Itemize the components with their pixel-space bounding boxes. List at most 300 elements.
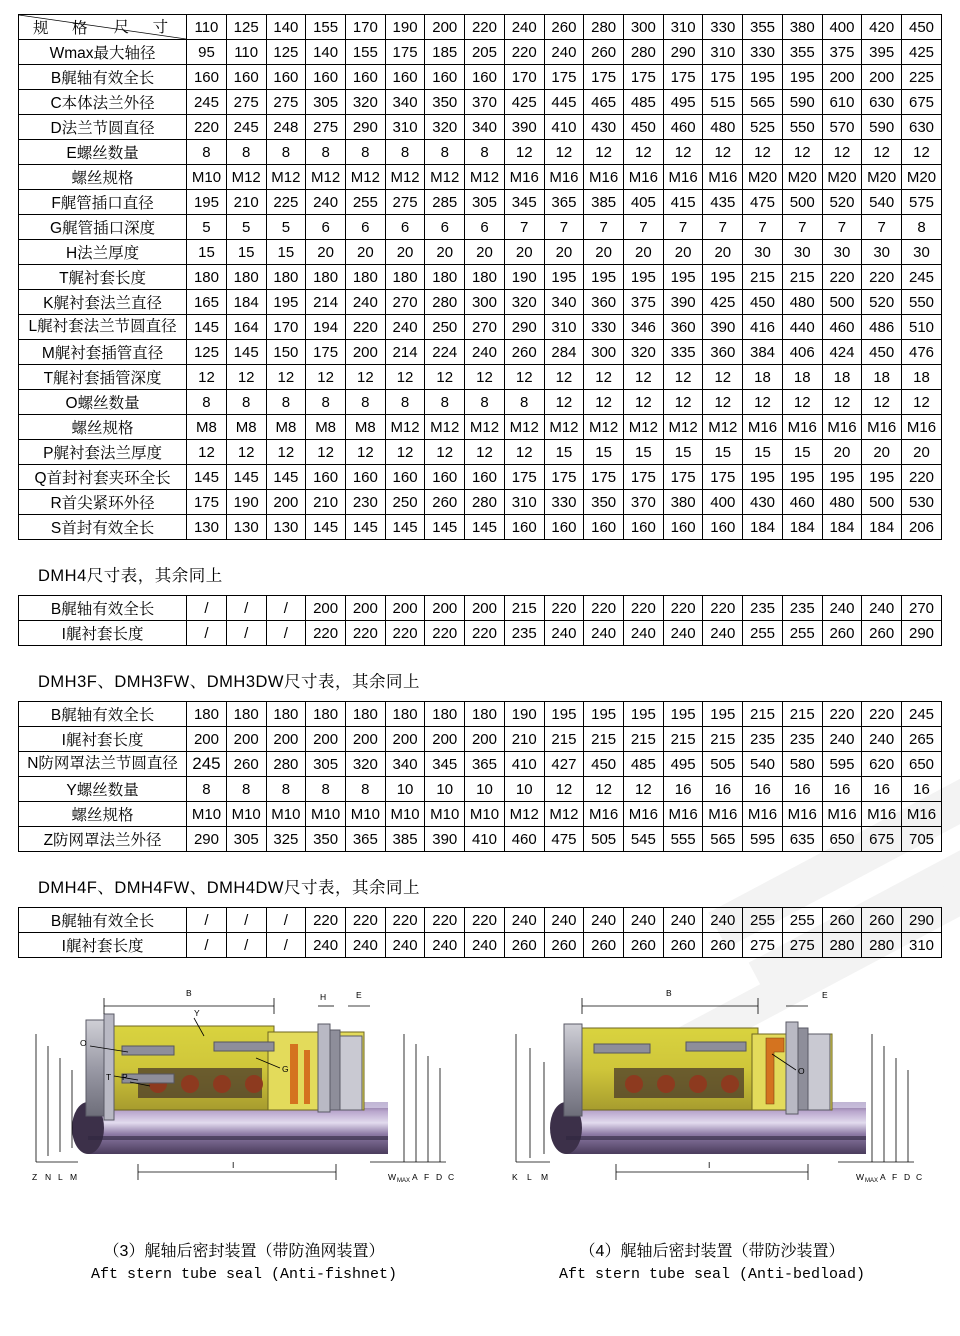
table-cell: M16 bbox=[822, 802, 862, 827]
table-cell: 215 bbox=[624, 727, 664, 752]
table-row bbox=[19, 240, 942, 265]
table-cell: 240 bbox=[345, 933, 385, 958]
callout-B: B bbox=[666, 988, 672, 998]
table-cell: 590 bbox=[862, 115, 902, 140]
table-cell: 320 bbox=[345, 752, 385, 777]
table-cell: 340 bbox=[465, 115, 505, 140]
table-cell: 175 bbox=[544, 65, 584, 90]
table-cell: 145 bbox=[226, 465, 266, 490]
table-cell: 7 bbox=[743, 215, 783, 240]
callout-C: C bbox=[916, 1172, 923, 1182]
table-cell: 360 bbox=[584, 290, 624, 315]
table-cell: 220 bbox=[902, 465, 942, 490]
table-cell: 175 bbox=[504, 465, 544, 490]
table-cell: M12 bbox=[663, 415, 703, 440]
table-cell: 235 bbox=[743, 596, 783, 621]
table-cell: 8 bbox=[504, 390, 544, 415]
table-cell: 12 bbox=[703, 365, 743, 390]
table-header-row bbox=[19, 15, 942, 40]
table-cell: 175 bbox=[624, 65, 664, 90]
table-cell: 255 bbox=[345, 190, 385, 215]
table-cell: 415 bbox=[663, 190, 703, 215]
table-cell: 370 bbox=[624, 490, 664, 515]
table-cell: 220 bbox=[385, 621, 425, 646]
table-cell: 20 bbox=[663, 240, 703, 265]
table-cell: 175 bbox=[306, 340, 346, 365]
table-cell: 240 bbox=[465, 933, 505, 958]
table-cell: 12 bbox=[226, 440, 266, 465]
table-cell: 350 bbox=[306, 827, 346, 852]
row-label: 螺丝规格 bbox=[19, 415, 187, 440]
table-cell: 194 bbox=[306, 315, 346, 340]
table-cell: 175 bbox=[703, 465, 743, 490]
table-cell: 160 bbox=[465, 465, 505, 490]
table-cell: M16 bbox=[743, 415, 783, 440]
table-cell: 12 bbox=[624, 390, 664, 415]
callout-D: D bbox=[436, 1172, 443, 1182]
table-cell: 240 bbox=[624, 908, 664, 933]
table-cell: 195 bbox=[584, 702, 624, 727]
table-cell: 215 bbox=[782, 265, 822, 290]
table-row bbox=[19, 65, 942, 90]
table-cell: 346 bbox=[624, 315, 664, 340]
table-cell: 335 bbox=[663, 340, 703, 365]
table-cell: 220 bbox=[385, 908, 425, 933]
table-cell: 12 bbox=[187, 365, 227, 390]
table-cell: 175 bbox=[544, 465, 584, 490]
table-cell: 384 bbox=[743, 340, 783, 365]
table-cell: 175 bbox=[385, 40, 425, 65]
row-label: B艉轴有效全长 bbox=[19, 596, 187, 621]
size-header-16: 400 bbox=[822, 15, 862, 40]
table-cell: 130 bbox=[226, 515, 266, 540]
table-cell: 20 bbox=[425, 240, 465, 265]
table-cell: 350 bbox=[425, 90, 465, 115]
table-cell: 8 bbox=[266, 390, 306, 415]
table-cell: 240 bbox=[504, 908, 544, 933]
table-row bbox=[19, 752, 942, 777]
figure-left-caption-cn: （3）艉轴后密封装置（带防渔网装置） bbox=[103, 1243, 385, 1260]
callout-L: L bbox=[527, 1172, 532, 1182]
table-cell: 675 bbox=[862, 827, 902, 852]
table-cell: M10 bbox=[266, 802, 306, 827]
table-cell: 260 bbox=[663, 933, 703, 958]
table-cell: 6 bbox=[306, 215, 346, 240]
table-cell: 235 bbox=[782, 596, 822, 621]
callout-E: E bbox=[822, 990, 828, 1000]
table-cell: 145 bbox=[226, 340, 266, 365]
table-cell: 12 bbox=[584, 390, 624, 415]
table-cell: 145 bbox=[306, 515, 346, 540]
table-cell: 12 bbox=[624, 777, 664, 802]
size-header-7: 220 bbox=[465, 15, 505, 40]
table-cell: 505 bbox=[584, 827, 624, 852]
table-cell: 475 bbox=[544, 827, 584, 852]
table-cell: 180 bbox=[425, 265, 465, 290]
table-cell: 155 bbox=[345, 40, 385, 65]
table-cell: M16 bbox=[862, 802, 902, 827]
table-cell: 290 bbox=[187, 827, 227, 852]
table-cell: 200 bbox=[862, 65, 902, 90]
table-cell: 300 bbox=[465, 290, 505, 315]
table-cell: 630 bbox=[902, 115, 942, 140]
table-row bbox=[19, 727, 942, 752]
section2-table bbox=[18, 595, 942, 646]
table-cell: 20 bbox=[703, 240, 743, 265]
table-cell: 190 bbox=[504, 265, 544, 290]
table-cell: 545 bbox=[624, 827, 664, 852]
table-cell: 110 bbox=[226, 40, 266, 65]
table-cell: 12 bbox=[306, 365, 346, 390]
row-label: I艉衬套长度 bbox=[19, 933, 187, 958]
section4-table-block bbox=[18, 907, 942, 958]
table-row bbox=[19, 415, 942, 440]
table-cell: 245 bbox=[187, 90, 227, 115]
table-cell: 240 bbox=[385, 933, 425, 958]
callout-Wmax-sub: MAX bbox=[397, 1178, 411, 1184]
table-cell: 8 bbox=[345, 140, 385, 165]
table-cell: 175 bbox=[663, 65, 703, 90]
table-cell: M12 bbox=[544, 802, 584, 827]
table-cell: M12 bbox=[584, 415, 624, 440]
table-cell: 12 bbox=[862, 390, 902, 415]
table-cell: 200 bbox=[345, 596, 385, 621]
table-cell: 240 bbox=[703, 621, 743, 646]
table-cell: 320 bbox=[624, 340, 664, 365]
table-cell: 195 bbox=[584, 265, 624, 290]
size-header-15: 380 bbox=[782, 15, 822, 40]
row-label: M艉衬套插管直径 bbox=[19, 340, 187, 365]
row-label: P艉衬套法兰厚度 bbox=[19, 440, 187, 465]
table-cell: 6 bbox=[425, 215, 465, 240]
table-cell: 8 bbox=[187, 390, 227, 415]
table-cell: M12 bbox=[385, 165, 425, 190]
table-row bbox=[19, 165, 942, 190]
table-cell: 12 bbox=[902, 390, 942, 415]
table-cell: 12 bbox=[663, 390, 703, 415]
table-cell: 480 bbox=[822, 490, 862, 515]
table-cell: M12 bbox=[703, 415, 743, 440]
table-cell: 180 bbox=[266, 702, 306, 727]
table-cell: 160 bbox=[584, 515, 624, 540]
table-cell: 235 bbox=[743, 727, 783, 752]
table-cell: 8 bbox=[465, 390, 505, 415]
table-cell: 240 bbox=[425, 933, 465, 958]
table-cell: 565 bbox=[743, 90, 783, 115]
table-cell: 430 bbox=[743, 490, 783, 515]
table-cell: 130 bbox=[266, 515, 306, 540]
table-row bbox=[19, 440, 942, 465]
table-cell: 460 bbox=[504, 827, 544, 852]
table-cell: 320 bbox=[345, 90, 385, 115]
table-cell: 95 bbox=[187, 40, 227, 65]
table-cell: 16 bbox=[822, 777, 862, 802]
table-cell: 240 bbox=[822, 596, 862, 621]
table-cell: 20 bbox=[584, 240, 624, 265]
table-cell: 10 bbox=[425, 777, 465, 802]
table-cell: 280 bbox=[624, 40, 664, 65]
row-label: I艉衬套长度 bbox=[19, 621, 187, 646]
callout-P: P bbox=[122, 1072, 128, 1082]
callout-Wmax-sub: MAX bbox=[865, 1178, 879, 1184]
table-cell: 220 bbox=[345, 621, 385, 646]
table-cell: 300 bbox=[584, 340, 624, 365]
table-cell: 280 bbox=[465, 490, 505, 515]
table-cell: 360 bbox=[703, 340, 743, 365]
table-cell: 185 bbox=[425, 40, 465, 65]
table-cell: 224 bbox=[425, 340, 465, 365]
table-cell: 6 bbox=[385, 215, 425, 240]
table-row bbox=[19, 802, 942, 827]
table-cell: 265 bbox=[902, 727, 942, 752]
row-label: 螺丝规格 bbox=[19, 165, 187, 190]
table-cell: 330 bbox=[584, 315, 624, 340]
main-spec-table bbox=[18, 14, 942, 540]
table-cell: 450 bbox=[584, 752, 624, 777]
table-cell: 180 bbox=[187, 702, 227, 727]
row-label: I艉衬套长度 bbox=[19, 727, 187, 752]
table-cell: 180 bbox=[345, 265, 385, 290]
table-cell: M16 bbox=[624, 802, 664, 827]
table-cell: 180 bbox=[385, 702, 425, 727]
table-cell: 160 bbox=[306, 65, 346, 90]
table-cell: 184 bbox=[743, 515, 783, 540]
size-header-0: 110 bbox=[187, 15, 227, 40]
section2-table-body bbox=[19, 596, 942, 646]
figure-anti-bedload bbox=[486, 984, 938, 1184]
table-cell: 515 bbox=[703, 90, 743, 115]
table-cell: 200 bbox=[187, 727, 227, 752]
table-cell: 16 bbox=[663, 777, 703, 802]
main-table-body bbox=[19, 40, 942, 540]
table-cell: 195 bbox=[743, 465, 783, 490]
table-cell: 380 bbox=[663, 490, 703, 515]
table-cell: 12 bbox=[782, 390, 822, 415]
table-cell: 555 bbox=[663, 827, 703, 852]
table-cell: 12 bbox=[822, 390, 862, 415]
table-cell: 275 bbox=[385, 190, 425, 215]
table-cell: 200 bbox=[345, 340, 385, 365]
table-cell: 260 bbox=[703, 933, 743, 958]
table-cell: 245 bbox=[902, 702, 942, 727]
table-cell: M20 bbox=[902, 165, 942, 190]
table-cell: M8 bbox=[345, 415, 385, 440]
row-label: B艉轴有效全长 bbox=[19, 702, 187, 727]
table-cell: 220 bbox=[703, 596, 743, 621]
table-cell: 245 bbox=[187, 752, 227, 777]
table-cell: / bbox=[187, 908, 227, 933]
table-cell: 12 bbox=[306, 440, 346, 465]
table-cell: 240 bbox=[862, 727, 902, 752]
table-cell: 20 bbox=[902, 440, 942, 465]
row-label: E螺丝数量 bbox=[19, 140, 187, 165]
table-row bbox=[19, 90, 942, 115]
table-cell: 270 bbox=[902, 596, 942, 621]
table-row bbox=[19, 596, 942, 621]
table-cell: M20 bbox=[822, 165, 862, 190]
table-cell: 430 bbox=[584, 115, 624, 140]
table-cell: 460 bbox=[822, 315, 862, 340]
table-cell: 12 bbox=[703, 390, 743, 415]
table-cell: 220 bbox=[425, 621, 465, 646]
table-cell: / bbox=[266, 933, 306, 958]
spec-header-label: 规 格 bbox=[33, 20, 92, 37]
table-cell: 365 bbox=[345, 827, 385, 852]
table-row bbox=[19, 140, 942, 165]
table-cell: 330 bbox=[544, 490, 584, 515]
callout-H: H bbox=[320, 992, 327, 1002]
table-cell: 230 bbox=[345, 490, 385, 515]
table-cell: M16 bbox=[544, 165, 584, 190]
size-header-12: 310 bbox=[663, 15, 703, 40]
table-cell: 175 bbox=[663, 465, 703, 490]
table-cell: 440 bbox=[782, 315, 822, 340]
table-cell: M12 bbox=[504, 415, 544, 440]
table-cell: 30 bbox=[743, 240, 783, 265]
table-cell: 240 bbox=[862, 596, 902, 621]
table-cell: 184 bbox=[822, 515, 862, 540]
figure-right-caption-en: Aft stern tube seal (Anti-bedload) bbox=[558, 1266, 866, 1283]
table-cell: 565 bbox=[703, 827, 743, 852]
table-cell: 270 bbox=[385, 290, 425, 315]
table-cell: 485 bbox=[624, 752, 664, 777]
table-cell: M16 bbox=[703, 165, 743, 190]
table-cell: 8 bbox=[385, 140, 425, 165]
table-cell: 445 bbox=[544, 90, 584, 115]
table-cell: 175 bbox=[703, 65, 743, 90]
table-cell: 486 bbox=[862, 315, 902, 340]
figure-right-caption bbox=[486, 1240, 938, 1287]
table-cell: 7 bbox=[504, 215, 544, 240]
table-cell: 15 bbox=[226, 240, 266, 265]
table-cell: 140 bbox=[306, 40, 346, 65]
table-cell: 195 bbox=[544, 702, 584, 727]
callout-E: E bbox=[356, 990, 362, 1000]
table-row bbox=[19, 365, 942, 390]
table-cell: 12 bbox=[187, 440, 227, 465]
table-cell: 580 bbox=[782, 752, 822, 777]
table-cell: 345 bbox=[504, 190, 544, 215]
table-row bbox=[19, 908, 942, 933]
table-cell: 255 bbox=[782, 621, 822, 646]
table-cell: 215 bbox=[743, 265, 783, 290]
table-cell: 220 bbox=[465, 621, 505, 646]
table-cell: 240 bbox=[345, 290, 385, 315]
table-cell: 365 bbox=[544, 190, 584, 215]
table-cell: 215 bbox=[584, 727, 624, 752]
row-label: Y螺丝数量 bbox=[19, 777, 187, 802]
table-cell: M12 bbox=[306, 165, 346, 190]
table-cell: 220 bbox=[663, 596, 703, 621]
table-cell: 145 bbox=[187, 465, 227, 490]
row-label: G艉管插口深度 bbox=[19, 215, 187, 240]
table-row bbox=[19, 315, 942, 340]
figure-right-caption-cn: （4）艉轴后密封装置（带防沙装置） bbox=[579, 1243, 845, 1260]
table-cell: 305 bbox=[306, 752, 346, 777]
table-cell: 235 bbox=[504, 621, 544, 646]
dimension-header-label: 尺 寸 bbox=[113, 19, 173, 36]
table-cell: 12 bbox=[743, 390, 783, 415]
table-cell: / bbox=[226, 596, 266, 621]
table-cell: 170 bbox=[504, 65, 544, 90]
table-cell: 225 bbox=[902, 65, 942, 90]
table-cell: 8 bbox=[306, 390, 346, 415]
table-cell: 280 bbox=[822, 933, 862, 958]
table-cell: 200 bbox=[822, 65, 862, 90]
table-cell: M8 bbox=[226, 415, 266, 440]
table-cell: 195 bbox=[187, 190, 227, 215]
table-cell: 180 bbox=[266, 265, 306, 290]
table-cell: 184 bbox=[862, 515, 902, 540]
table-cell: 290 bbox=[345, 115, 385, 140]
table-cell: 180 bbox=[226, 265, 266, 290]
table-cell: 160 bbox=[465, 65, 505, 90]
table-cell: 255 bbox=[743, 621, 783, 646]
table-cell: 245 bbox=[902, 265, 942, 290]
table-cell: 260 bbox=[862, 621, 902, 646]
callout-Y: Y bbox=[194, 1008, 200, 1018]
table-cell: M16 bbox=[743, 802, 783, 827]
table-cell: 500 bbox=[822, 290, 862, 315]
table-cell: 240 bbox=[306, 933, 346, 958]
table-cell: 375 bbox=[822, 40, 862, 65]
table-cell: 8 bbox=[902, 215, 942, 240]
table-cell: M10 bbox=[226, 802, 266, 827]
table-cell: 145 bbox=[385, 515, 425, 540]
table-cell: 425 bbox=[902, 40, 942, 65]
table-cell: 190 bbox=[504, 702, 544, 727]
table-cell: 8 bbox=[425, 390, 465, 415]
table-cell: 260 bbox=[822, 621, 862, 646]
table-cell: 240 bbox=[663, 621, 703, 646]
table-cell: 8 bbox=[266, 140, 306, 165]
table-cell: 275 bbox=[743, 933, 783, 958]
table-cell: 360 bbox=[663, 315, 703, 340]
table-cell: 650 bbox=[822, 827, 862, 852]
table-cell: 8 bbox=[385, 390, 425, 415]
table-cell: 195 bbox=[266, 290, 306, 315]
table-cell: 10 bbox=[465, 777, 505, 802]
table-cell: M16 bbox=[822, 415, 862, 440]
table-cell: 160 bbox=[385, 65, 425, 90]
table-cell: 12 bbox=[743, 140, 783, 165]
table-cell: 375 bbox=[624, 290, 664, 315]
table-cell: 175 bbox=[584, 65, 624, 90]
table-cell: 5 bbox=[266, 215, 306, 240]
table-row bbox=[19, 340, 942, 365]
table-cell: 220 bbox=[544, 596, 584, 621]
table-cell: 240 bbox=[663, 908, 703, 933]
table-cell: 7 bbox=[782, 215, 822, 240]
callout-L: L bbox=[58, 1172, 63, 1182]
row-label: S首封有效全长 bbox=[19, 515, 187, 540]
table-cell: 260 bbox=[425, 490, 465, 515]
table-cell: 12 bbox=[544, 140, 584, 165]
table-cell: M20 bbox=[782, 165, 822, 190]
table-cell: 180 bbox=[465, 265, 505, 290]
table-cell: 180 bbox=[187, 265, 227, 290]
table-cell: 215 bbox=[782, 702, 822, 727]
table-cell: 416 bbox=[743, 315, 783, 340]
table-cell: M16 bbox=[584, 802, 624, 827]
callout-T: T bbox=[106, 1072, 112, 1082]
row-label: T艉衬套长度 bbox=[19, 265, 187, 290]
table-cell: 460 bbox=[663, 115, 703, 140]
table-cell: 12 bbox=[703, 140, 743, 165]
table-cell: 220 bbox=[822, 265, 862, 290]
table-cell: 8 bbox=[226, 140, 266, 165]
table-cell: 248 bbox=[266, 115, 306, 140]
